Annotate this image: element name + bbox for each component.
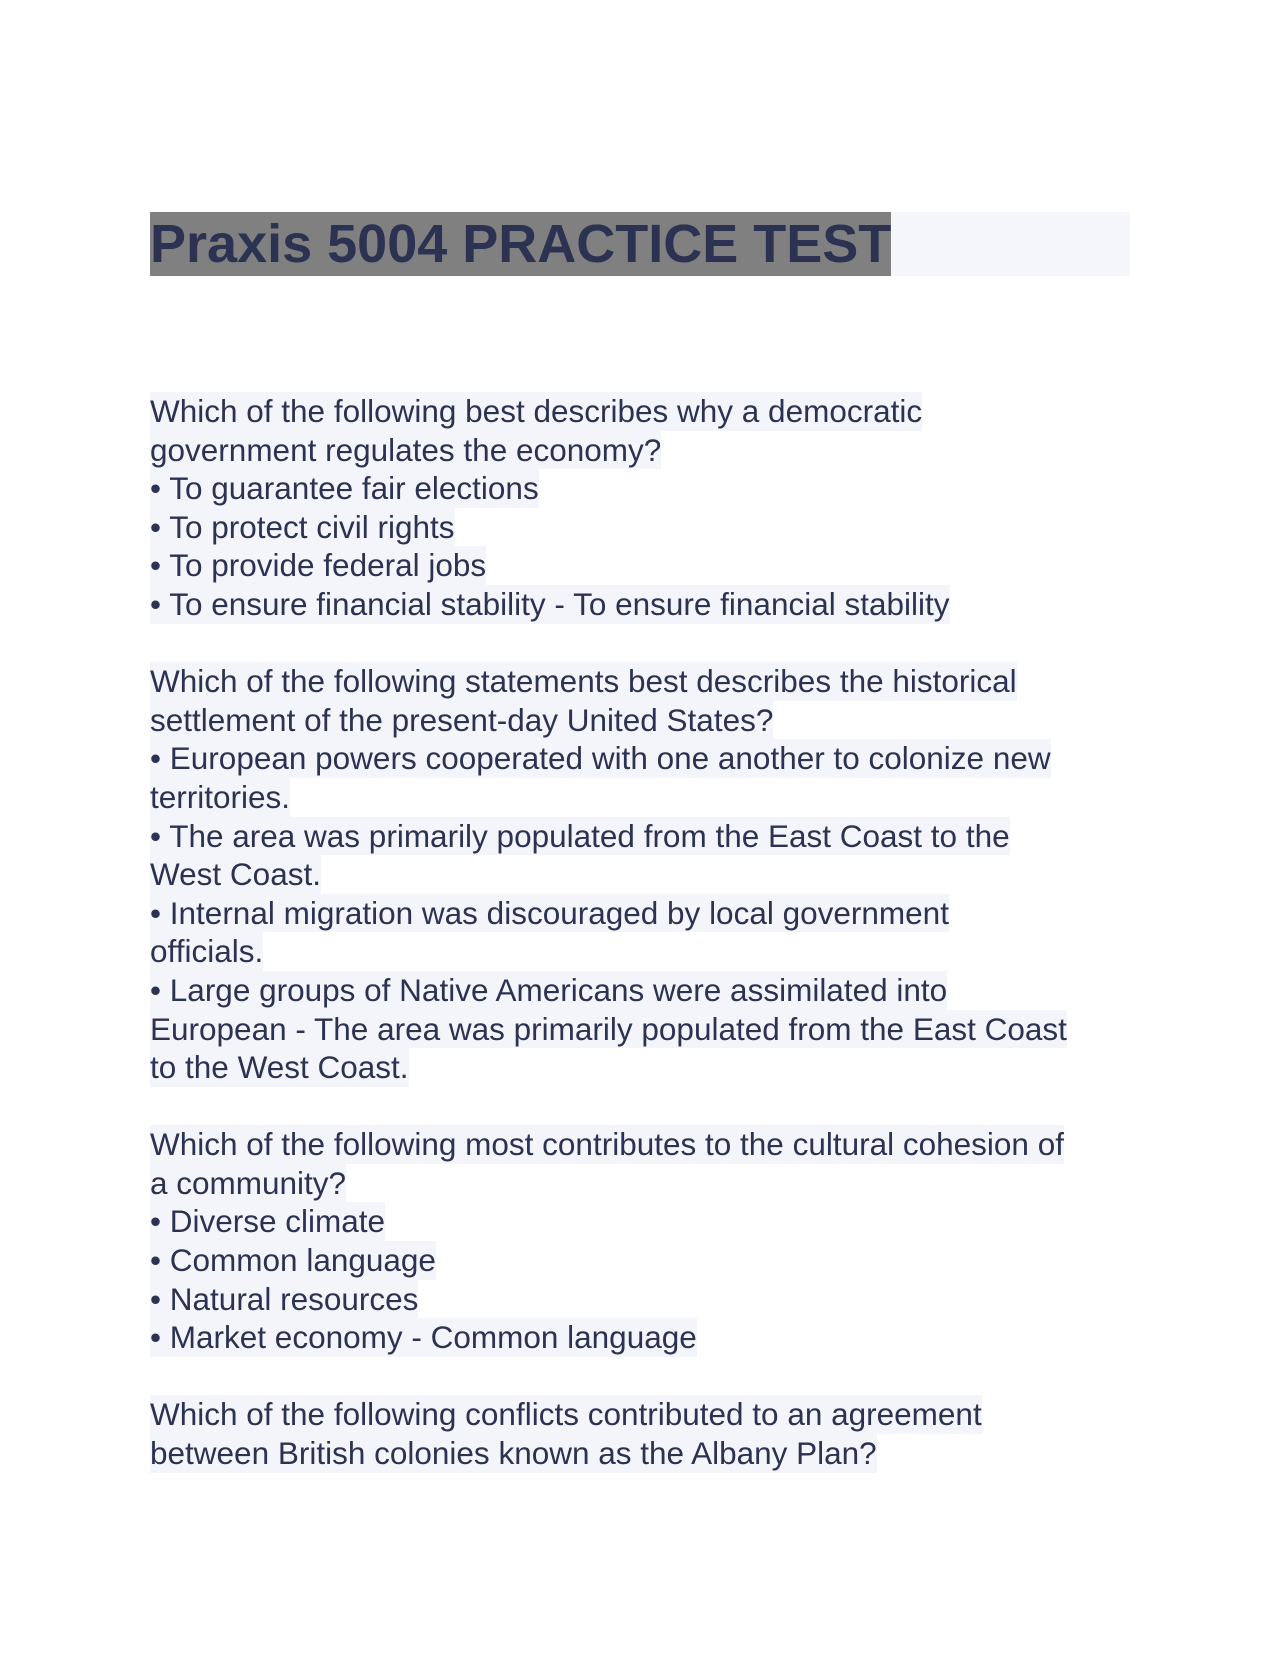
answer-option: • Large groups of Native Americans were assimilated into [150,971,948,1008]
answer-option: European - The area was primarily populated from the East Coast [150,1010,1067,1047]
answer-option: • Common language [150,1242,436,1279]
question-text: Which of the following most contributes to the cultural cohesion of [150,1126,1064,1163]
answer-option: • Internal migration was discouraged by local government [150,894,949,931]
paragraph-gap [150,624,1130,663]
page-title: Praxis 5004 PRACTICE TEST [150,214,892,274]
question-block [150,392,1130,624]
answer-option: • Diverse climate [150,1203,386,1240]
paragraph-gap [150,1087,1130,1126]
question-block [150,662,1130,1087]
answer-option: • To guarantee fair elections [150,470,539,507]
title-highlight-band [150,212,1130,276]
question-text: Which of the following conflicts contributed to an agreement [150,1396,982,1433]
answer-option: • The area was primarily populated from the East Coast to the [150,817,1010,854]
question-block [150,1125,1130,1357]
answer-option: • Natural resources [150,1280,419,1317]
answer-option: • To provide federal jobs [150,547,487,584]
question-text: Which of the following best describes why a democratic [150,393,923,429]
answer-option: • European powers cooperated with one another to colonize new [150,740,1051,777]
question-text: a community? [150,1164,347,1201]
answer-option: West Coast. [150,856,321,893]
question-text: between British colonies known as the Albany Plan? [150,1435,877,1472]
answer-option: territories. [150,778,291,815]
question-block [150,1395,1130,1472]
question-text: government regulates the economy? [150,431,662,468]
answer-option: • To protect civil rights [150,508,455,545]
paragraph-gap [150,1357,1130,1396]
questions-content [150,392,1130,1473]
answer-option: to the West Coast. [150,1049,409,1086]
question-text: Which of the following statements best describes the historical [150,663,1017,700]
answer-option: officials. [150,933,264,970]
answer-option: • To ensure financial stability - To ensure financial stability [150,585,950,622]
answer-option: • Market economy - Common language [150,1319,697,1356]
question-text: settlement of the present-day United States? [150,701,774,738]
